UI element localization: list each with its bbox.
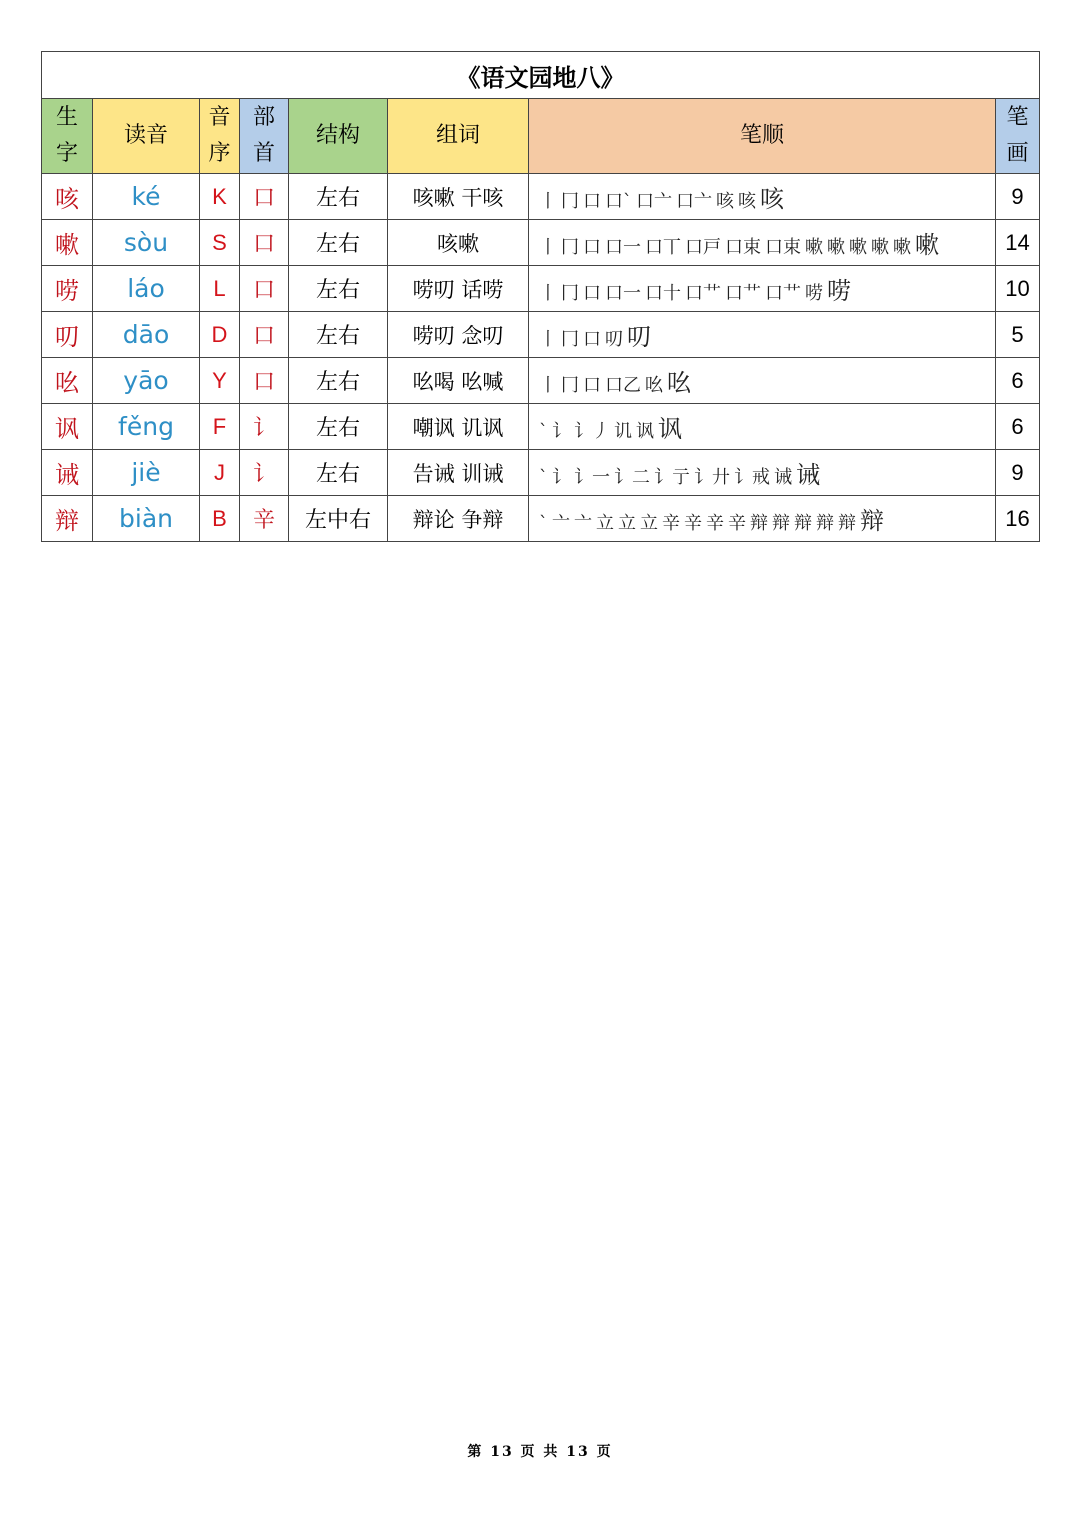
header-strokes: 笔顺 (529, 99, 996, 174)
stroke-step: ` (539, 421, 548, 442)
stroke-step: 丨 (539, 283, 557, 304)
cell-pinyin: biàn (93, 496, 200, 542)
cell-words: 吆喝 吆喊 (388, 358, 529, 404)
cell-words: 唠叨 念叨 (388, 312, 529, 358)
stroke-step: 立 (618, 513, 636, 534)
cell-pinyin: jiè (93, 450, 200, 496)
table-title: 《语文园地八》 (42, 52, 1040, 99)
cell-radical: 讠 (240, 404, 289, 450)
stroke-step: 口丅 (645, 237, 681, 258)
stroke-step: 冂 (561, 375, 579, 396)
stroke-step: 讽 (658, 415, 682, 443)
stroke-step: 口束 (725, 237, 761, 258)
stroke-step: 口艹 (725, 283, 761, 304)
cell-char: 辩 (42, 496, 93, 542)
cell-char: 吆 (42, 358, 93, 404)
cell-letter: D (200, 312, 240, 358)
stroke-step: 立 (640, 513, 658, 534)
stroke-step: 咳 (738, 191, 756, 212)
cell-letter: F (200, 404, 240, 450)
stroke-step: 辩 (794, 513, 812, 534)
cell-radical: 口 (240, 220, 289, 266)
cell-strokes (529, 174, 996, 220)
stroke-step: 讠 (552, 421, 570, 442)
stroke-step: 口乙 (605, 375, 641, 396)
cell-char: 讽 (42, 404, 93, 450)
stroke-step: 吆 (667, 369, 691, 397)
cell-count: 5 (996, 312, 1040, 358)
stroke-step: 辛 (684, 513, 702, 534)
table-row (42, 220, 1040, 266)
cell-letter: K (200, 174, 240, 220)
stroke-step: 辩 (750, 513, 768, 534)
stroke-step: 口 (583, 237, 601, 258)
cell-char: 诫 (42, 450, 93, 496)
stroke-step: 嗽 (871, 237, 889, 258)
stroke-step: 口一 (605, 283, 641, 304)
table-row (42, 496, 1040, 542)
stroke-step: 冂 (561, 283, 579, 304)
header-count: 笔画 (996, 99, 1040, 174)
cell-radical: 讠 (240, 450, 289, 496)
stroke-step: 讥 (614, 421, 632, 442)
cell-strokes (529, 358, 996, 404)
cell-count: 9 (996, 174, 1040, 220)
cell-radical: 辛 (240, 496, 289, 542)
stroke-step: 冂 (561, 329, 579, 350)
cell-count: 16 (996, 496, 1040, 542)
cell-pinyin: sòu (93, 220, 200, 266)
cell-strokes (529, 312, 996, 358)
stroke-step: 亠 (552, 513, 570, 534)
cell-pinyin: yāo (93, 358, 200, 404)
stroke-step: 丨 (539, 191, 557, 212)
table-row (42, 266, 1040, 312)
cell-count: 10 (996, 266, 1040, 312)
stroke-step: 辛 (662, 513, 680, 534)
header-radical: 部首 (240, 99, 289, 174)
stroke-step: 丨 (539, 329, 557, 350)
table-row (42, 450, 1040, 496)
stroke-step: 辛 (706, 513, 724, 534)
stroke-step: 讠亍 (654, 467, 690, 488)
cell-char: 叨 (42, 312, 93, 358)
header-char: 生字 (42, 99, 93, 174)
header-words: 组词 (388, 99, 529, 174)
cell-count: 9 (996, 450, 1040, 496)
stroke-step: 口 (583, 191, 601, 212)
stroke-step: 口 (583, 329, 601, 350)
stroke-step: 讠丿 (574, 421, 610, 442)
stroke-step: 口 (583, 375, 601, 396)
stroke-step: 丨 (539, 237, 557, 258)
cell-strokes (529, 404, 996, 450)
stroke-step: 口一 (605, 237, 641, 258)
cell-pinyin: dāo (93, 312, 200, 358)
cell-letter: J (200, 450, 240, 496)
stroke-step: 丨 (539, 375, 557, 396)
cell-letter: L (200, 266, 240, 312)
cell-char: 唠 (42, 266, 93, 312)
cell-strokes (529, 450, 996, 496)
stroke-step: 辩 (860, 507, 884, 535)
stroke-step: 嗽 (805, 237, 823, 258)
stroke-step: ` (539, 467, 548, 488)
stroke-step: 口` (605, 191, 632, 212)
stroke-step: 冂 (561, 237, 579, 258)
stroke-step: 嗽 (849, 237, 867, 258)
cell-words: 咳嗽 (388, 220, 529, 266)
cell-structure: 左中右 (289, 496, 388, 542)
stroke-step: 嗽 (915, 231, 939, 259)
page-footer: 第 13 页 共 13 页 (467, 1444, 613, 1460)
stroke-step: 唠 (805, 283, 823, 304)
stroke-step: 口艹 (685, 283, 721, 304)
cell-words: 辩论 争辩 (388, 496, 529, 542)
cell-pinyin: láo (93, 266, 200, 312)
stroke-step: 讠一 (574, 467, 610, 488)
table-body (42, 174, 1040, 542)
stroke-step: 咳 (760, 185, 784, 213)
stroke-step: 亠 (574, 513, 592, 534)
stroke-step: 辛 (728, 513, 746, 534)
cell-structure: 左右 (289, 450, 388, 496)
table-row (42, 174, 1040, 220)
cell-radical: 口 (240, 174, 289, 220)
cell-radical: 口 (240, 266, 289, 312)
stroke-step: 叨 (627, 323, 651, 351)
stroke-step: 口戸 (685, 237, 721, 258)
cell-letter: S (200, 220, 240, 266)
cell-pinyin: fěng (93, 404, 200, 450)
stroke-step: 讠廾 (694, 467, 730, 488)
cell-letter: Y (200, 358, 240, 404)
stroke-step: 叨 (605, 329, 623, 350)
stroke-step: 嗽 (827, 237, 845, 258)
stroke-step: 咳 (716, 191, 734, 212)
cell-count: 6 (996, 358, 1040, 404)
header-row (42, 99, 1040, 174)
stroke-step: 嗽 (893, 237, 911, 258)
header-pinyin: 读音 (93, 99, 200, 174)
cell-structure: 左右 (289, 220, 388, 266)
cell-char: 嗽 (42, 220, 93, 266)
cell-count: 14 (996, 220, 1040, 266)
stroke-step: 讠二 (614, 467, 650, 488)
stroke-step: 诫 (796, 461, 820, 489)
cell-strokes (529, 496, 996, 542)
stroke-step: ` (539, 513, 548, 534)
cell-structure: 左右 (289, 358, 388, 404)
cell-structure: 左右 (289, 266, 388, 312)
cell-radical: 口 (240, 358, 289, 404)
stroke-step: 诫 (774, 467, 792, 488)
cell-words: 咳嗽 干咳 (388, 174, 529, 220)
cell-count: 6 (996, 404, 1040, 450)
stroke-step: 口十 (645, 283, 681, 304)
cell-letter: B (200, 496, 240, 542)
stroke-step: 讠戒 (734, 467, 770, 488)
cell-words: 嘲讽 讥讽 (388, 404, 529, 450)
cell-strokes (529, 266, 996, 312)
table-row (42, 358, 1040, 404)
stroke-step: 辩 (838, 513, 856, 534)
stroke-step: 讽 (636, 421, 654, 442)
stroke-step: 口 (583, 283, 601, 304)
stroke-step: 口艹 (765, 283, 801, 304)
cell-pinyin: ké (93, 174, 200, 220)
stroke-step: 立 (596, 513, 614, 534)
stroke-step: 冂 (561, 191, 579, 212)
stroke-step: 吆 (645, 375, 663, 396)
cell-char: 咳 (42, 174, 93, 220)
stroke-step: 口亠 (676, 191, 712, 212)
table-row (42, 404, 1040, 450)
stroke-step: 辩 (816, 513, 834, 534)
header-order: 音序 (200, 99, 240, 174)
cell-structure: 左右 (289, 312, 388, 358)
character-table (41, 51, 1040, 542)
cell-words: 唠叨 话唠 (388, 266, 529, 312)
stroke-step: 唠 (827, 277, 851, 305)
cell-strokes (529, 220, 996, 266)
cell-structure: 左右 (289, 174, 388, 220)
cell-words: 告诫 训诫 (388, 450, 529, 496)
table-row (42, 312, 1040, 358)
cell-radical: 口 (240, 312, 289, 358)
stroke-step: 讠 (552, 467, 570, 488)
cell-structure: 左右 (289, 404, 388, 450)
header-structure: 结构 (289, 99, 388, 174)
stroke-step: 辩 (772, 513, 790, 534)
stroke-step: 口亠 (636, 191, 672, 212)
stroke-step: 口束 (765, 237, 801, 258)
